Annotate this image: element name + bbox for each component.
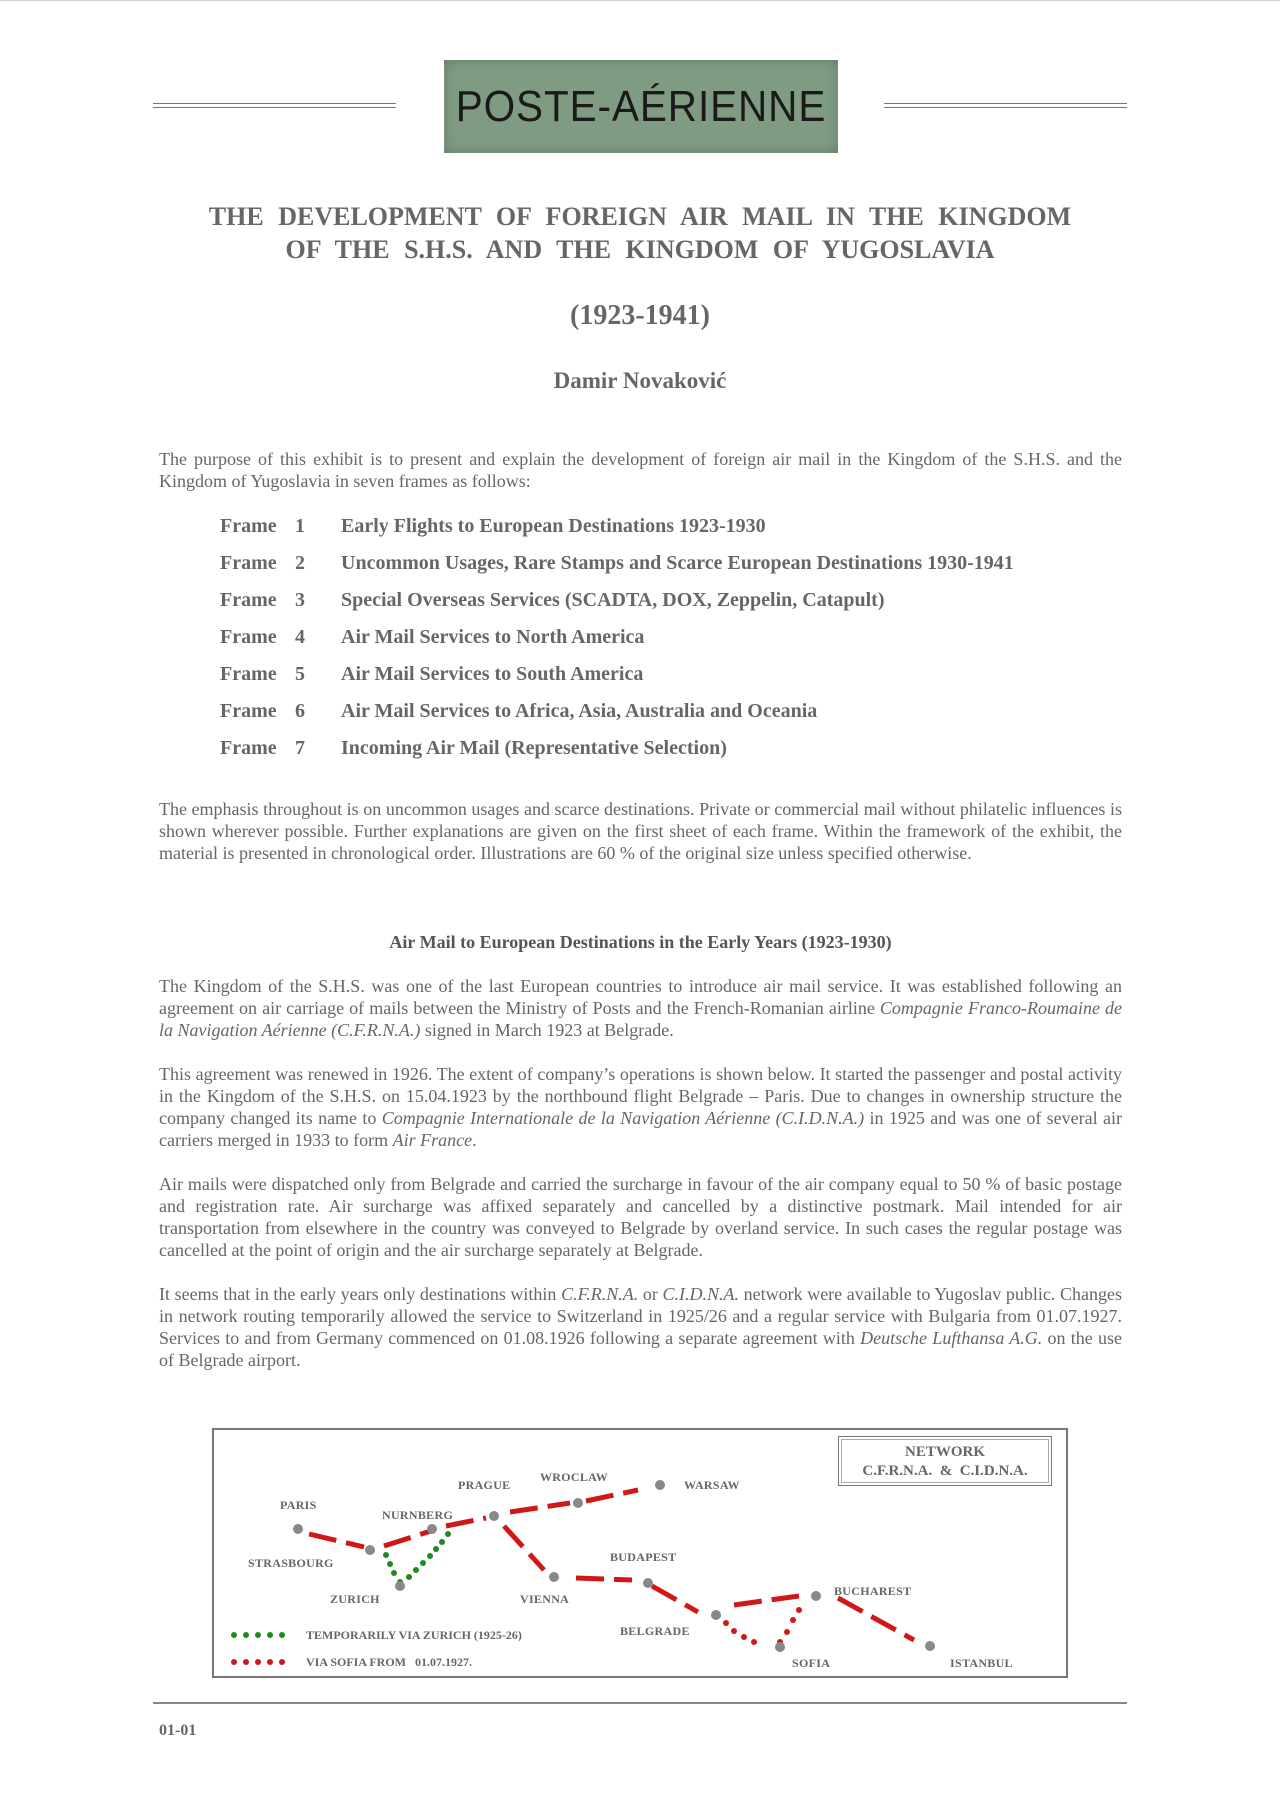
frame-title: Early Flights to European Destinations 1923-1930 — [341, 515, 766, 537]
legend-zurich-label: TEMPORARILY VIA ZURICH (1925-26) — [306, 1628, 522, 1642]
frame-row — [220, 589, 1120, 626]
frame-number: 7 — [295, 737, 305, 759]
intro-paragraph: The purpose of this exhibit is to present and explain the development of foreign air mail in the Kingdom of the S.H.S. and the Kingdom of Yugoslavia in seven frames as follows: — [159, 449, 1122, 491]
dot-nurnberg — [427, 1524, 437, 1534]
dot-zurich — [395, 1581, 405, 1591]
footer-rule — [153, 1702, 1127, 1704]
zurich-route — [383, 1531, 451, 1585]
dot-budapest — [643, 1578, 653, 1588]
poste-aerienne-label: POSTE-AÉRIENNE — [444, 60, 838, 153]
frame-number: 4 — [295, 626, 305, 648]
network-map — [212, 1428, 1068, 1678]
dot-warsaw — [655, 1480, 665, 1490]
city-label-zurich: ZURICH — [330, 1592, 380, 1606]
city-label-strasbourg: STRASBOURG — [248, 1556, 334, 1570]
dot-sofia — [775, 1642, 785, 1652]
frame-number: 5 — [295, 663, 305, 685]
route-prague-wroclaw — [510, 1503, 570, 1512]
frame-label: Frame — [220, 737, 277, 759]
city-label-belgrade: BELGRADE — [620, 1624, 690, 1638]
dot-istanbul — [925, 1641, 935, 1651]
dot-paris — [293, 1524, 303, 1534]
frame-number: 1 — [295, 515, 305, 537]
frame-title: Special Overseas Services (SCADTA, DOX, Zeppelin, Catapult) — [341, 589, 885, 611]
title-line-2: OF THE S.H.S. AND THE KINGDOM OF YUGOSLAVIA — [285, 235, 995, 264]
frame-label: Frame — [220, 700, 277, 722]
legend-red-dots — [231, 1659, 285, 1665]
frame-title: Uncommon Usages, Rare Stamps and Scarce European Destinations 1930-1941 — [341, 552, 1014, 574]
city-label-prague: PRAGUE — [458, 1478, 511, 1492]
section-heading: Air Mail to European Destinations in the Early Years (1923-1930) — [389, 932, 892, 952]
top-border — [0, 0, 1280, 1]
page-title — [153, 200, 1127, 266]
frame-row — [220, 515, 1120, 552]
legend-green-dots — [231, 1632, 285, 1638]
author-name: Damir Novaković — [553, 368, 727, 393]
route-vienna-budapest — [576, 1578, 632, 1580]
frame-row — [220, 663, 1120, 700]
dot-bucharest — [811, 1591, 821, 1601]
paragraph-2: This agreement was renewed in 1926. The extent of company’s operations is shown below. It started the passenger and postal activity in the Kingdom of the S.H.S. on 15.04.1923 by the northbound flight Belgrade – Paris. Due to changes in ownership structure the company changed its name to Compagnie Internationale de la Navigation Aérienne (C.I.D.N.A.) in 1925 and was one of several air carriers merged in 1933 to form Air France. — [159, 1064, 1123, 1150]
city-label-wroclaw: WROCLAW — [540, 1470, 609, 1484]
frame-row — [220, 626, 1120, 663]
frame-number: 3 — [295, 589, 305, 611]
banner-left-rule — [153, 103, 396, 108]
route-budapest-belgrade — [652, 1586, 698, 1612]
dot-belgrade — [711, 1610, 721, 1620]
city-label-bucharest: BUCHAREST — [834, 1584, 912, 1598]
page-number: 01-01 — [159, 1722, 197, 1739]
city-label-vienna: VIENNA — [520, 1592, 570, 1606]
network-legend-box — [838, 1436, 1052, 1486]
legend-sofia-label: VIA SOFIA FROM 01.07.1927. — [306, 1655, 473, 1669]
city-label-paris: PARIS — [280, 1498, 317, 1512]
paragraph-4: It seems that in the early years only destinations within C.F.R.N.A. or C.I.D.N.A. network were available to Yugoslav public. Changes in network routing temporarily allowed the service to Switzerland in 1925/26 and a regular service with Bulgaria from 01.07.1927. Services to and from Germany commenced on 01.08.1926 following a separate agreement with Deutsche Lufthansa A.G. on the use of Belgrade airport. — [159, 1284, 1123, 1370]
city-label-nurnberg: NURNBERG — [382, 1508, 454, 1522]
frame-list — [220, 515, 1120, 774]
dot-prague — [489, 1511, 499, 1521]
frame-title: Incoming Air Mail (Representative Selection) — [341, 737, 727, 759]
frame-number: 2 — [295, 552, 305, 574]
frame-title: Air Mail Services to South America — [341, 663, 644, 685]
frame-title: Air Mail Services to North America — [341, 626, 645, 648]
frame-number: 6 — [295, 700, 305, 722]
city-label-sofia: SOFIA — [792, 1656, 831, 1670]
route-bucharest-istanbul — [838, 1598, 914, 1640]
network-subtitle: C.F.R.N.A. & C.I.D.N.A. — [862, 1463, 1028, 1479]
banner-right-rule — [884, 103, 1127, 108]
network-title: NETWORK — [904, 1444, 985, 1460]
emphasis-paragraph: The emphasis throughout is on uncommon usages and scarce destinations. Private or commercial mail without philatelic influences is shown wherever possible. Further explanations are given on the first sheet of each frame. Within the framework of the exhibit, the material is presented in chronological order. Illustrations are 60 % of the original size unless specified otherwise. — [159, 799, 1122, 863]
frame-label: Frame — [220, 626, 277, 648]
route-strasbourg-nurnberg — [384, 1530, 434, 1546]
city-label-warsaw: WARSAW — [684, 1478, 740, 1492]
banner-area — [153, 60, 1127, 153]
route-prague-vienna — [504, 1526, 544, 1570]
frame-row — [220, 737, 1120, 774]
frame-row — [220, 552, 1120, 589]
city-label-budapest: BUDAPEST — [610, 1550, 677, 1564]
frame-title: Air Mail Services to Africa, Asia, Australia and Oceania — [341, 700, 818, 722]
paragraph-1: The Kingdom of the S.H.S. was one of the last European countries to introduce air mail service. It was established following an agreement on air carriage of mails between the Ministry of Posts and the French-Romanian airline Compagnie Franco-Roumaine de la Navigation Aérienne (C.F.R.N.A.) signed in March 1923 at Belgrade. — [159, 976, 1123, 1040]
title-line-1: THE DEVELOPMENT OF FOREIGN AIR MAIL IN THE KINGDOM — [208, 202, 1072, 231]
route-paris-strasbourg — [309, 1534, 364, 1547]
frame-label: Frame — [220, 515, 277, 537]
frame-label: Frame — [220, 589, 277, 611]
route-wroclaw-warsaw — [586, 1490, 638, 1501]
route-belgrade-bucharest — [734, 1596, 799, 1605]
title-years: (1923-1941) — [570, 300, 710, 331]
paragraph-3: Air mails were dispatched only from Belgrade and carried the surcharge in favour of the air company equal to 50 % of basic postage and registration rate. Air surcharge was affixed separately and cancelled by a distinctive postmark. Mail intended for air transportation from elsewhere in the country was conveyed to Belgrade by overland service. In such cases the regular postage was cancelled at the point of origin and the air surcharge separately at Belgrade. — [159, 1174, 1122, 1260]
dot-strasbourg — [365, 1545, 375, 1555]
dot-wroclaw — [573, 1498, 583, 1508]
dot-vienna — [549, 1572, 559, 1582]
city-label-istanbul: ISTANBUL — [950, 1656, 1013, 1670]
sofia-route — [723, 1607, 802, 1645]
frame-label: Frame — [220, 552, 277, 574]
frame-row — [220, 700, 1120, 737]
frame-label: Frame — [220, 663, 277, 685]
